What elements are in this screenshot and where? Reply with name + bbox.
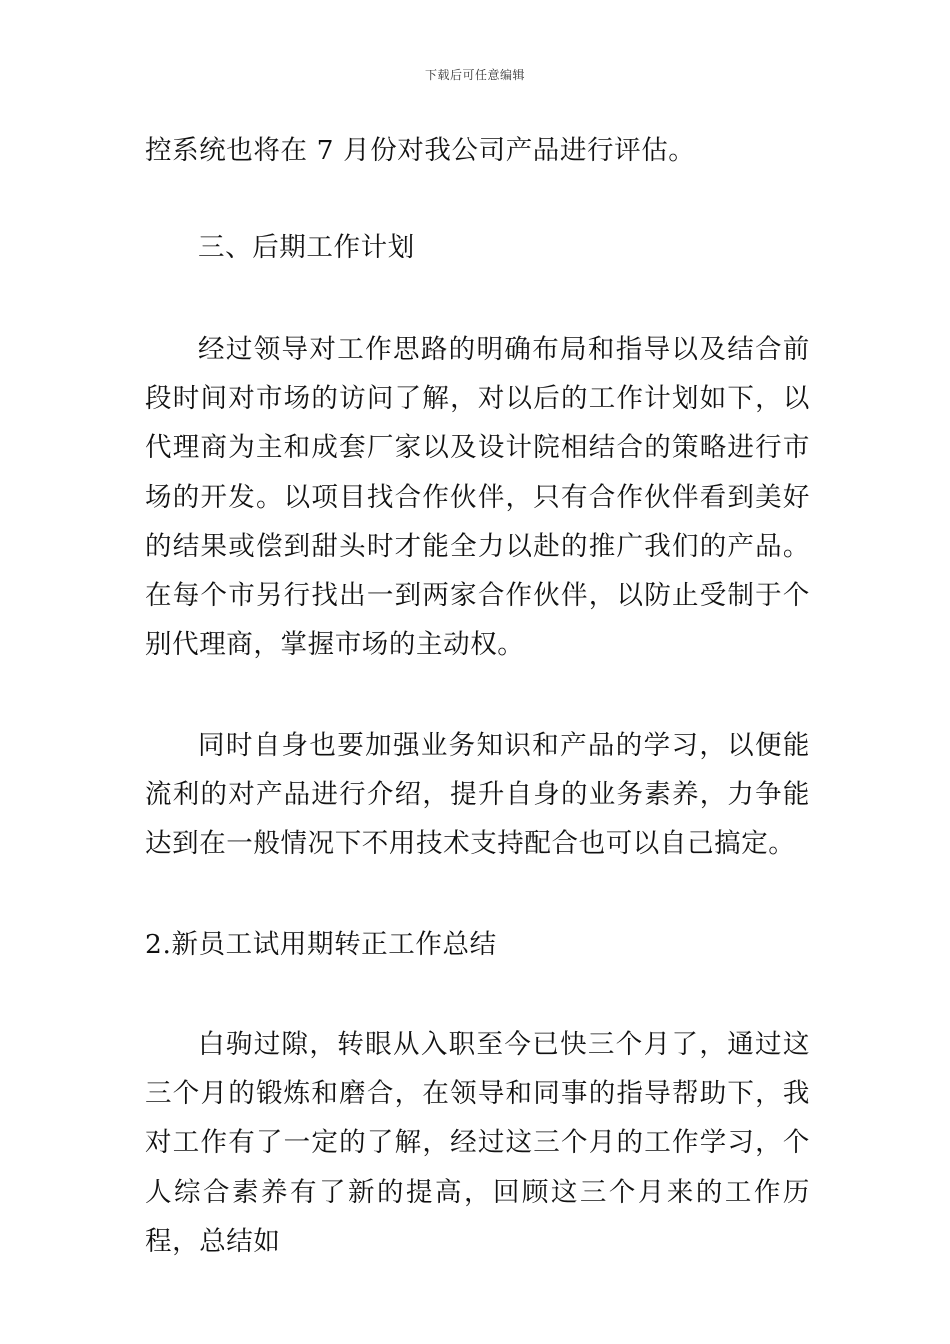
paragraph-self-improvement: 同时自身也要加强业务知识和产品的学习，以便能流利的对产品进行介绍，提升自身的业务素养，力争能达到在一般情况下不用技术支持配合也可以自己搞定。 xyxy=(145,730,810,860)
header-note: 下载后可任意编辑 xyxy=(424,68,525,82)
paragraph-summary-intro: 白驹过隙，转眼从入职至今已快三个月了，通过这三个月的锻炼和磨合，在领导和同事的指导帮助下，我对工作有了一定的了解，经过这三个月的工作学习，个人综合素养有了新的提高，回顾这三个月来的工作历程，总结如 xyxy=(145,1029,810,1257)
section-heading-plan: 三、后期工作计划 xyxy=(198,232,415,263)
section-heading-summary: 2.新员工试用期转正工作总结 xyxy=(145,929,497,960)
paragraph-continuation: 控系统也将在 7 月份对我公司产品进行评估。 xyxy=(145,135,696,166)
paragraph-work-plan: 经过领导对工作思路的明确布局和指导以及结合前段时间对市场的访问了解，对以后的工作计划如下，以代理商为主和成套厂家以及设计院相结合的策略进行市场的开发。以项目找合作伙伴，只有合作伙伴看到美好的结果或偿到甜头时才能全力以赴的推广我们的产品。在每个市另行找出一到两家合作伙伴，以防止受制于个别代理商，掌握市场的主动权。 xyxy=(145,334,810,661)
